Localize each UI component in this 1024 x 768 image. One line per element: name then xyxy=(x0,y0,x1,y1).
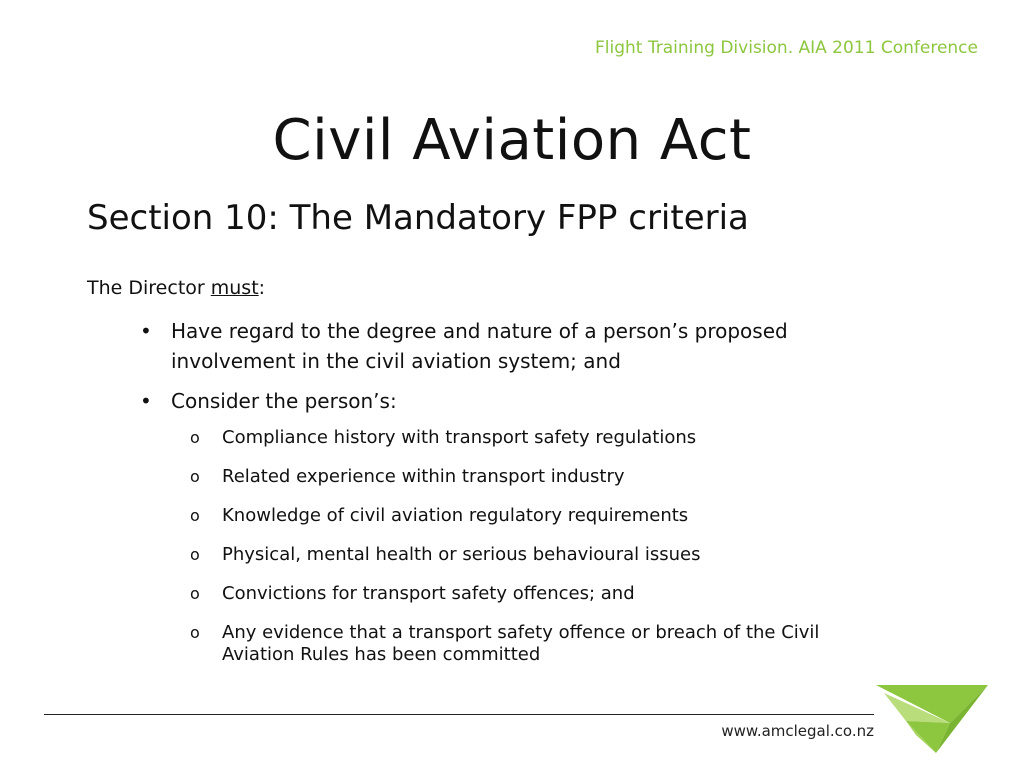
conference-label: Flight Training Division. AIA 2011 Conference xyxy=(595,38,978,58)
footer-divider xyxy=(44,714,874,715)
list-item xyxy=(140,386,900,416)
sub-bullet-marker: o xyxy=(190,545,200,564)
bullet-list xyxy=(140,316,900,426)
sub-bullet-marker: o xyxy=(190,428,200,447)
sub-bullet-text: Related experience within transport industry xyxy=(222,466,625,487)
bullet-marker: • xyxy=(140,389,152,413)
list-item xyxy=(190,466,890,488)
list-item xyxy=(190,583,890,605)
sub-bullet-marker: o xyxy=(190,506,200,525)
list-item xyxy=(190,544,890,566)
sub-bullet-text: Knowledge of civil aviation regulatory requirements xyxy=(222,505,689,526)
lead-prefix: The Director xyxy=(87,277,211,299)
lead-emphasis: must xyxy=(210,277,259,299)
list-item xyxy=(190,505,890,527)
list-item xyxy=(190,622,890,666)
sub-bullet-text: Physical, mental health or serious behavioural issues xyxy=(222,544,701,565)
list-item xyxy=(190,427,890,449)
list-item xyxy=(140,316,900,376)
paper-plane-logo-icon xyxy=(876,683,988,755)
sub-bullet-text: Convictions for transport safety offences; and xyxy=(222,583,635,604)
slide-title: Civil Aviation Act xyxy=(272,108,752,173)
sub-bullet-text: Any evidence that a transport safety offence or breach of the Civil Aviation Rules has been committed xyxy=(222,622,820,665)
bullet-text: Have regard to the degree and nature of a person’s proposed involvement in the civil aviation system; and xyxy=(171,319,788,373)
lead-text xyxy=(87,277,265,299)
sub-bullet-marker: o xyxy=(190,584,200,603)
slide-subtitle: Section 10: The Mandatory FPP criteria xyxy=(87,198,749,238)
sub-bullet-marker: o xyxy=(190,623,200,642)
bullet-marker: • xyxy=(140,319,152,343)
lead-suffix: : xyxy=(258,277,266,299)
sub-bullet-list xyxy=(190,427,890,683)
bullet-text: Consider the person’s: xyxy=(171,389,397,413)
sub-bullet-text: Compliance history with transport safety regulations xyxy=(222,427,697,448)
website-link[interactable]: www.amclegal.co.nz xyxy=(721,722,874,740)
sub-bullet-marker: o xyxy=(190,467,200,486)
